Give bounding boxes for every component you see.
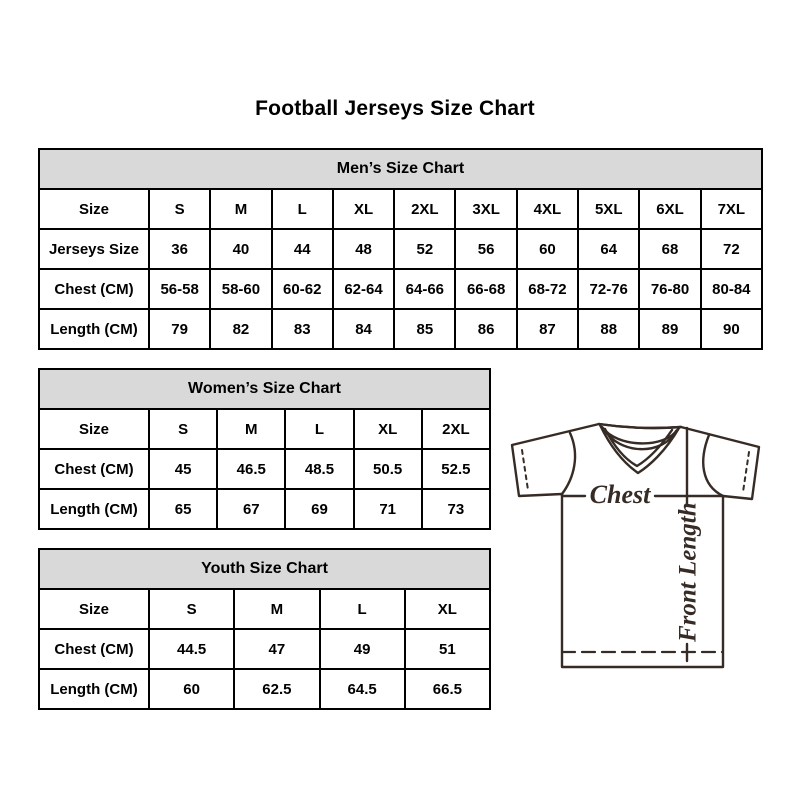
row-label-cell: Size xyxy=(39,189,149,229)
table-title-row xyxy=(39,369,490,409)
table-row xyxy=(39,229,762,269)
row-label-cell: Length (CM) xyxy=(39,489,149,529)
table-row xyxy=(39,489,490,529)
page-title: Football Jerseys Size Chart xyxy=(255,97,535,120)
row-label-cell: Chest (CM) xyxy=(39,629,149,669)
value-cell: 4XL xyxy=(517,189,578,229)
value-cell: S xyxy=(149,409,217,449)
womens-size-chart-table xyxy=(38,368,491,530)
table-title: Men’s Size Chart xyxy=(39,149,762,189)
table-row xyxy=(39,669,490,709)
value-cell: 5XL xyxy=(578,189,639,229)
value-cell: 60 xyxy=(149,669,234,709)
value-cell: L xyxy=(285,409,353,449)
value-cell: 36 xyxy=(149,229,210,269)
value-cell: 62.5 xyxy=(234,669,319,709)
value-cell: L xyxy=(320,589,405,629)
row-label-cell: Size xyxy=(39,409,149,449)
value-cell: 49 xyxy=(320,629,405,669)
table-row xyxy=(39,189,762,229)
value-cell: 68 xyxy=(639,229,700,269)
value-cell: XL xyxy=(354,409,422,449)
row-label-cell: Jerseys Size xyxy=(39,229,149,269)
value-cell: 86 xyxy=(455,309,516,349)
table-row xyxy=(39,269,762,309)
value-cell: 73 xyxy=(422,489,490,529)
value-cell: L xyxy=(272,189,333,229)
jersey-measurement-diagram xyxy=(495,400,775,680)
value-cell: 62-64 xyxy=(333,269,394,309)
value-cell: 85 xyxy=(394,309,455,349)
value-cell: 2XL xyxy=(422,409,490,449)
value-cell: S xyxy=(149,189,210,229)
value-cell: 72-76 xyxy=(578,269,639,309)
value-cell: 52.5 xyxy=(422,449,490,489)
table-row xyxy=(39,589,490,629)
jersey-illustration xyxy=(495,400,775,680)
value-cell: 64-66 xyxy=(394,269,455,309)
value-cell: 47 xyxy=(234,629,319,669)
value-cell: 82 xyxy=(210,309,271,349)
youth-size-chart-table xyxy=(38,548,491,710)
value-cell: M xyxy=(234,589,319,629)
value-cell: 7XL xyxy=(701,189,762,229)
value-cell: 72 xyxy=(701,229,762,269)
value-cell: M xyxy=(210,189,271,229)
value-cell: 84 xyxy=(333,309,394,349)
value-cell: 51 xyxy=(405,629,490,669)
row-label-cell: Chest (CM) xyxy=(39,269,149,309)
table-title-row xyxy=(39,549,490,589)
table-title: Women’s Size Chart xyxy=(39,369,490,409)
value-cell: 87 xyxy=(517,309,578,349)
value-cell: 6XL xyxy=(639,189,700,229)
mens-size-chart-table xyxy=(38,148,763,350)
value-cell: 60-62 xyxy=(272,269,333,309)
row-label-cell: Length (CM) xyxy=(39,309,149,349)
value-cell: 60 xyxy=(517,229,578,269)
value-cell: 89 xyxy=(639,309,700,349)
value-cell: 46.5 xyxy=(217,449,285,489)
table-row xyxy=(39,449,490,489)
value-cell: M xyxy=(217,409,285,449)
value-cell: 2XL xyxy=(394,189,455,229)
value-cell: 64 xyxy=(578,229,639,269)
table-row xyxy=(39,629,490,669)
value-cell: 44.5 xyxy=(149,629,234,669)
value-cell: 64.5 xyxy=(320,669,405,709)
value-cell: 71 xyxy=(354,489,422,529)
value-cell: 83 xyxy=(272,309,333,349)
value-cell: 67 xyxy=(217,489,285,529)
value-cell: 58-60 xyxy=(210,269,271,309)
value-cell: 79 xyxy=(149,309,210,349)
chest-label: Chest xyxy=(589,480,651,509)
value-cell: 48 xyxy=(333,229,394,269)
value-cell: 56 xyxy=(455,229,516,269)
value-cell: 56-58 xyxy=(149,269,210,309)
value-cell: 44 xyxy=(272,229,333,269)
table-row xyxy=(39,309,762,349)
row-label-cell: Size xyxy=(39,589,149,629)
value-cell: S xyxy=(149,589,234,629)
value-cell: 88 xyxy=(578,309,639,349)
value-cell: 48.5 xyxy=(285,449,353,489)
value-cell: 68-72 xyxy=(517,269,578,309)
table-title: Youth Size Chart xyxy=(39,549,490,589)
value-cell: 66-68 xyxy=(455,269,516,309)
value-cell: 90 xyxy=(701,309,762,349)
row-label-cell: Length (CM) xyxy=(39,669,149,709)
value-cell: 50.5 xyxy=(354,449,422,489)
row-label-cell: Chest (CM) xyxy=(39,449,149,489)
value-cell: 65 xyxy=(149,489,217,529)
value-cell: 45 xyxy=(149,449,217,489)
value-cell: XL xyxy=(333,189,394,229)
front-length-label: Front Length xyxy=(674,502,702,642)
value-cell: XL xyxy=(405,589,490,629)
value-cell: 76-80 xyxy=(639,269,700,309)
value-cell: 69 xyxy=(285,489,353,529)
value-cell: 80-84 xyxy=(701,269,762,309)
value-cell: 66.5 xyxy=(405,669,490,709)
jersey-outline xyxy=(512,424,759,667)
table-row xyxy=(39,409,490,449)
table-title-row xyxy=(39,149,762,189)
value-cell: 52 xyxy=(394,229,455,269)
value-cell: 3XL xyxy=(455,189,516,229)
value-cell: 40 xyxy=(210,229,271,269)
